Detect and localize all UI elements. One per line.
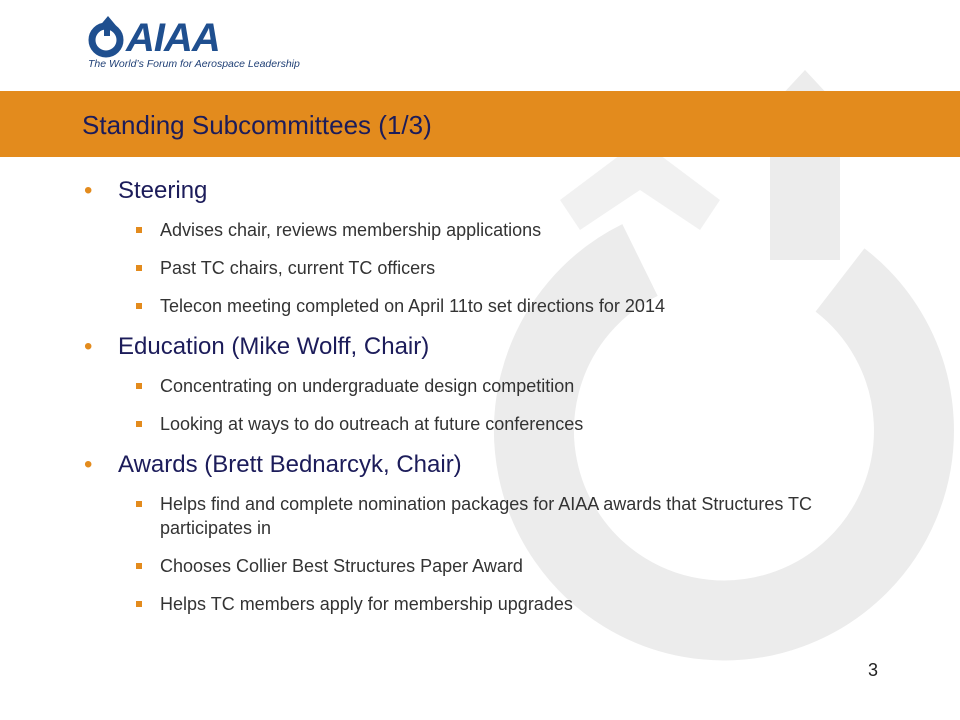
section-heading (78, 332, 898, 362)
logo-swirl-icon (86, 16, 126, 60)
slide-content (78, 176, 898, 630)
bullet-dot-icon: • (84, 451, 93, 478)
list-item (78, 218, 898, 242)
logo-text: AIAA (126, 16, 220, 60)
list-item (78, 412, 898, 436)
square-bullet-icon (136, 303, 142, 309)
section-heading (78, 176, 898, 206)
section-heading-text: Steering (118, 177, 208, 204)
section-heading (78, 450, 898, 480)
square-bullet-icon (136, 227, 142, 233)
square-bullet-icon (136, 601, 142, 607)
square-bullet-icon (136, 383, 142, 389)
list-item (78, 492, 898, 540)
list-item-text: Concentrating on undergraduate design competition (160, 376, 575, 396)
list-item-text: Looking at ways to do outreach at future conferences (160, 414, 584, 434)
list-item (78, 256, 898, 280)
list-item-text: Past TC chairs, current TC officers (160, 258, 436, 278)
section-heading-text: Awards (Brett Bednarcyk, Chair) (118, 451, 462, 478)
list-item-text: Chooses Collier Best Structures Paper Award (160, 556, 523, 576)
list-item (78, 374, 898, 398)
slide-title: Standing Subcommittees (1/3) (82, 110, 432, 140)
square-bullet-icon (136, 563, 142, 569)
list-item-text: Telecon meeting completed on April 11to set directions for 2014 (160, 296, 665, 316)
bullet-dot-icon: • (84, 177, 93, 204)
list-item-text: Helps find and complete nomination packages for AIAA awards that Structures TC participates in (160, 494, 813, 538)
list-item (78, 592, 898, 616)
logo-tagline: The World’s Forum for Aerospace Leadership (88, 58, 300, 70)
list-item (78, 294, 898, 318)
bullet-dot-icon: • (84, 333, 93, 360)
page-number: 3 (868, 660, 879, 680)
list-item (78, 554, 898, 578)
square-bullet-icon (136, 421, 142, 427)
list-item-text: Helps TC members apply for membership upgrades (160, 594, 573, 614)
title-bar (0, 91, 960, 157)
square-bullet-icon (136, 265, 142, 271)
aiaa-logo (88, 14, 300, 78)
section-heading-text: Education (Mike Wolff, Chair) (118, 333, 430, 360)
square-bullet-icon (136, 501, 142, 507)
list-item-text: Advises chair, reviews membership applications (160, 220, 542, 240)
